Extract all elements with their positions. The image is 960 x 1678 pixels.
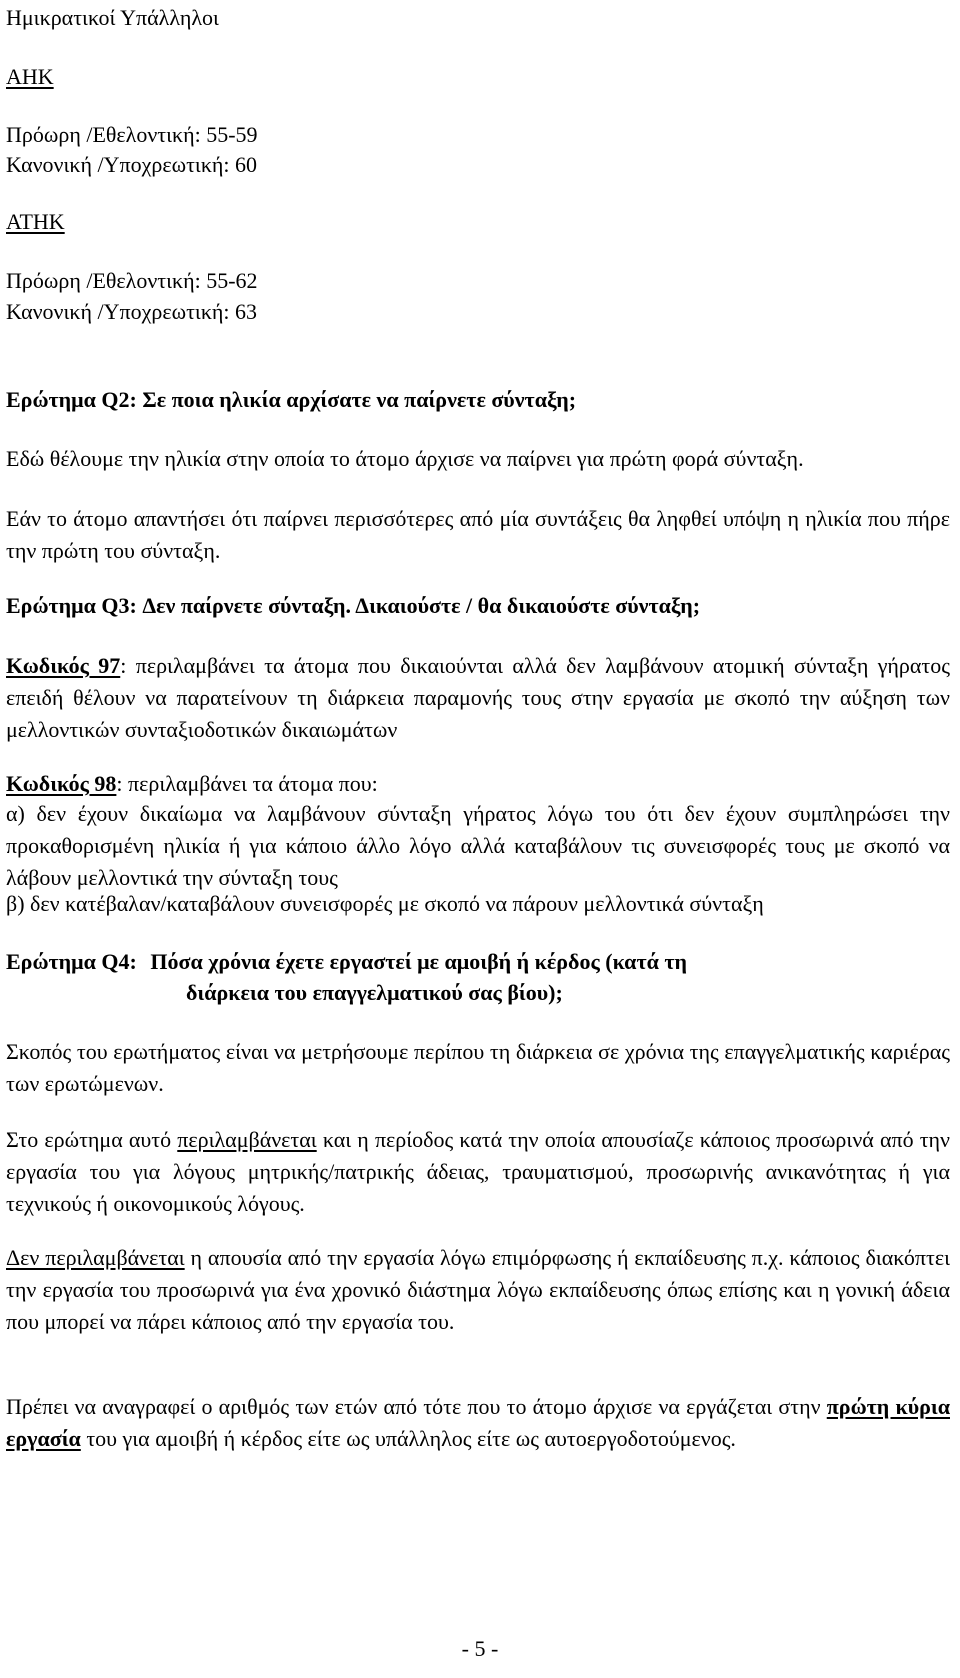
q4-title [6, 946, 950, 978]
ahk-label: ΑΗΚ [6, 64, 54, 89]
q4-p2-pre: Στο ερώτημα αυτό [6, 1127, 178, 1152]
code97-label: Κωδικός 97 [6, 653, 121, 678]
q4-p4-pre: Πρέπει να αναγραφεί ο αριθμός των ετών από τότε που το άτομο άρχισε να εργάζεται στην [6, 1394, 827, 1419]
q4-p3-post: η απουσία από την εργασία λόγω επιμόρφωσης ή εκπαίδευσης π.χ. κάποιος διακόπτει την εργασία του προσωρινά για ένα χρονικό διάστημα λόγω εκπαίδευσης όπως επίσης και η γονική άδεια που μπορεί να πάρει κάποιος από την εργασία του. [6, 1245, 950, 1334]
code98-label: Κωδικός 98 [6, 771, 117, 796]
q4-title-line1: Πόσα χρόνια έχετε εργαστεί με αμοιβή ή κέρδος (κατά τη [150, 949, 687, 974]
first-main-job-term: πρώτη κύρια εργασία [6, 1394, 950, 1451]
q2-paragraph-2: Εάν το άτομο απαντήσει ότι παίρνει περισσότερες από μία συντάξεις θα ληφθεί υπόψη η ηλικία που πήρε την πρώτη του σύνταξη. [6, 506, 950, 563]
code98-text: : περιλαμβάνει τα άτομα που: [116, 771, 378, 796]
included-term: περιλαμβάνεται [177, 1127, 317, 1152]
athk-normal: Κανονική /Υποχρεωτική: 63 [6, 299, 258, 324]
not-included-term: Δεν περιλαμβάνεται [6, 1245, 185, 1270]
page-number: - 5 - [461, 1636, 499, 1661]
code97-text: : περιλαμβάνει τα άτομα που δικαιούνται αλλά δεν λαμβάνουν ατομική σύνταξη γήρατος επειδή θέλουν να παρατείνουν τη διάρκεια παραμονής τους στην εργασία με σκοπό την αύξηση των μελλοντικών συνταξιοδοτικών δικαιωμάτων [6, 653, 950, 742]
q4-title-line2: διάρκεια του επαγγελματικού σας βίου); [186, 980, 563, 1005]
q4-title-prefix: Ερώτημα Q4: [6, 949, 137, 974]
q4-paragraph-2 [6, 1124, 950, 1220]
q3-code98 [6, 768, 950, 800]
q2-paragraph-1: Εδώ θέλουμε την ηλικία στην οποία το άτομο άρχισε να παίρνει για πρώτη φορά σύνταξη. [6, 446, 804, 471]
q3-code97 [6, 650, 950, 746]
athk-early: Πρόωρη /Εθελοντική: 55-62 [6, 268, 258, 293]
q4-p2-post: και η περίοδος κατά την οποία απουσίαζε κάποιος προσωρινά από την εργασία του για λόγους μητρικής/πατρικής άδειας, τραυματισμού, προσωρινής ανικανότητας ή για τεχνικούς ή οικονομικούς λόγους. [6, 1127, 950, 1216]
ahk-early: Πρόωρη /Εθελοντική: 55-59 [6, 122, 258, 147]
q3-title: Ερώτημα Q3: Δεν παίρνετε σύνταξη. Δικαιούστε / θα δικαιούστε σύνταξη; [6, 593, 701, 618]
ahk-normal: Κανονική /Υποχρεωτική: 60 [6, 152, 258, 177]
q2-title: Ερώτημα Q2: Σε ποια ηλικία αρχίσατε να παίρνετε σύνταξη; [6, 387, 577, 412]
q4-paragraph-1: Σκοπός του ερωτήματος είναι να μετρήσουμε περίπου τη διάρκεια σε χρόνια της επαγγελματικής καριέρας των ερωτώμενων. [6, 1039, 950, 1096]
athk-label: ΑΤΗΚ [6, 209, 65, 234]
q4-paragraph-3 [6, 1242, 950, 1338]
q4-paragraph-4 [6, 1391, 950, 1455]
q4-p4-post: του για αμοιβή ή κέρδος είτε ως υπάλληλος είτε ως αυτοεργοδοτούμενος. [80, 1426, 736, 1451]
q3-code98-a: α) δεν έχουν δικαίωμα να λαμβάνουν σύνταξη γήρατος λόγω του ότι δεν έχουν συμπληρώσει την προκαθορισμένη ηλικία ή για κάποιο άλλο λόγο αλλά καταβάλουν τις συνεισφορές τους με σκοπό να λάβουν μελλοντικά την σύνταξη τους [6, 801, 950, 890]
section-title: Ημικρατικοί Υπάλληλοι [6, 5, 219, 30]
q3-code98-b: β) δεν κατέβαλαν/καταβάλουν συνεισφορές με σκοπό να πάρουν μελλοντικά σύνταξη [6, 891, 764, 916]
